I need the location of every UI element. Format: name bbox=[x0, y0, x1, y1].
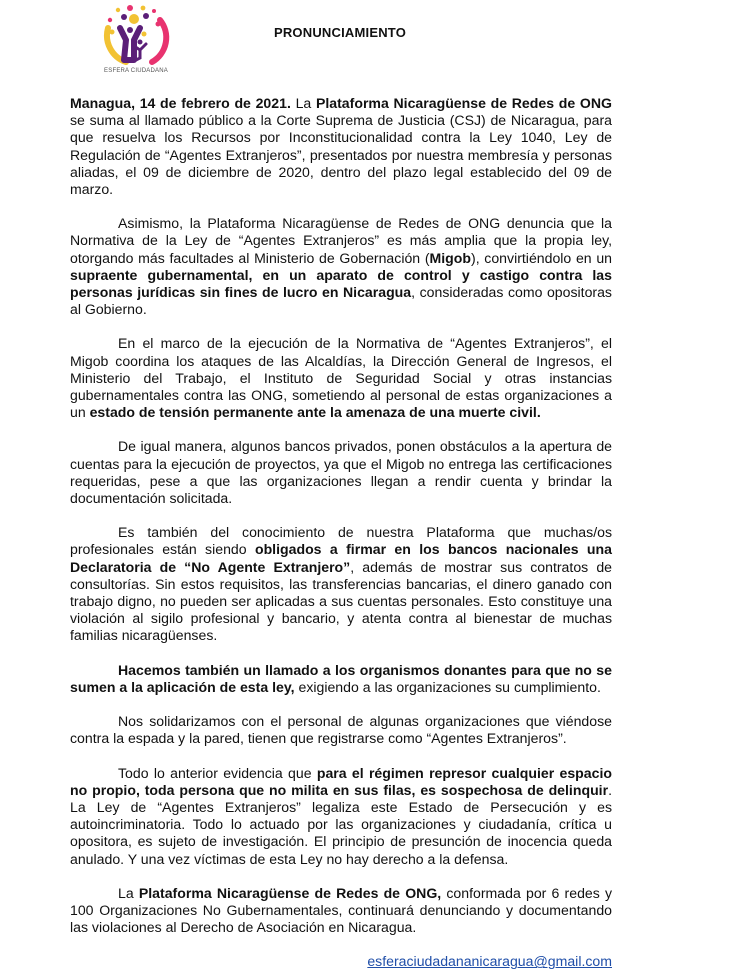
document-body bbox=[70, 95, 612, 971]
text-run: Asimismo, la Plataforma Nicaragüense de Redes de ONG denuncia que la Normativa de la Ley de “Agentes Extranjeros” es más amplia que la propia ley, otorgando más facultades al Ministerio de Gobernación ( bbox=[70, 215, 612, 266]
bold-text: estado de tensión permanente ante la amenaza de una muerte civil. bbox=[89, 404, 541, 421]
text-run: . La Ley de “Agentes Extranjeros” legaliza este Estado de Persecución y es autoincriminatoria. Todo lo actuado por las organizaciones y ciudadanía, crítica u opositora, es sujeto de investigación. El principio de presunción de inocencia queda anulado. Y una vez víctimas de esta Ley no hay derecho a la defensa. bbox=[70, 781, 612, 867]
text-run: En el marco de la ejecución de la Normativa de “Agentes Extranjeros”, el Migob coordina los ataques de las Alcaldías, la Dirección General de Ingresos, el Ministerio del Trabajo, el Instituto de Seguridad Social y otras instancias gubernamentales contra las ONG, sometiendo al personal de estas organizaciones a un bbox=[70, 335, 612, 421]
bold-text: obligados a firmar en los bancos nacionales una Declaratoria de “No Agente Extranjero” bbox=[70, 541, 612, 575]
bold-text: Managua, 14 de febrero de 2021. bbox=[70, 95, 291, 111]
document-title: PRONUNCIAMIENTO bbox=[273, 25, 407, 40]
text-run: , además de mostrar sus contratos de consultorías. Sin estos requisitos, las transferencias bancarias, el dinero ganado con trabajo digno, no pueden ser aplicadas a sus cuentas personales. Esto constituye una violación al sigilo profesional y bancario, y atenta contra al bienestar de muchas familias nicaragüenses. bbox=[70, 558, 612, 644]
text-run: La bbox=[290, 95, 316, 111]
logo-figures-icon bbox=[96, 2, 176, 68]
paragraph bbox=[70, 765, 612, 868]
email-row bbox=[70, 953, 612, 970]
esfera-ciudadana-logo bbox=[96, 2, 176, 78]
bold-text: Plataforma Nicaragüense de Redes de ONG bbox=[315, 95, 612, 111]
paragraph bbox=[70, 524, 612, 644]
text-run: ), convirtiéndolo en un bbox=[471, 249, 612, 266]
paragraph bbox=[70, 662, 612, 696]
paragraph bbox=[70, 885, 612, 937]
bold-text: Migob bbox=[429, 249, 471, 266]
paragraph-list bbox=[70, 95, 612, 936]
email-link[interactable]: esferaciudadananicaragua@gmail.com bbox=[367, 953, 612, 970]
text-run: Es también del conocimiento de nuestra Plataforma que muchas/os profesionales están siendo bbox=[70, 524, 612, 558]
text-run: , consideradas como opositoras al Gobierno. bbox=[70, 284, 612, 318]
paragraph bbox=[70, 713, 612, 747]
text-run: Nos solidarizamos con el personal de algunas organizaciones que viéndose contra la espada y la pared, tienen que registrarse como “Agentes Extranjeros”. bbox=[70, 713, 612, 747]
text-run: De igual manera, algunos bancos privados, ponen obstáculos a la apertura de cuentas para la ejecución de proyectos, ya que el Migob no entrega las certificaciones requeridas, pese a que las organizaciones llegan a rendir cuenta y brindar la documentación solicitada. bbox=[70, 438, 612, 507]
text-run: exigiendo a las organizaciones su cumplimiento. bbox=[294, 678, 601, 695]
logo-text: ESFERA CIUDADANA bbox=[104, 68, 168, 74]
bold-text: para el régimen represor cualquier espacio no propio, toda persona que no milita en sus filas, es sospechosa de delinquir bbox=[70, 764, 612, 798]
text-run: La bbox=[118, 884, 139, 901]
text-run: Todo lo anterior evidencia que bbox=[118, 764, 317, 781]
text-run: se suma al llamado público a la Corte Suprema de Justicia (CSJ) de Nicaragua, para que resuelva los Recursos por Inconstitucionalidad contra la Ley 1040, Ley de Regulación de “Agentes Extranjeros”, presentados por nuestra membresía y personas aliadas, el 09 de diciembre de 2020, dentro del plazo legal establecido del 09 de marzo. bbox=[70, 112, 612, 198]
bold-text: Hacemos también un llamado a los organismos donantes para que no se sumen a la aplicación de esta ley, bbox=[70, 661, 612, 695]
paragraph bbox=[70, 95, 612, 198]
bold-text: supraente gubernamental, en un aparato de control y castigo contra las personas jurídicas sin fines de lucro en Nicaragua bbox=[70, 266, 612, 301]
text-run: conformada por 6 redes y 100 Organizaciones No Gubernamentales, continuará denunciando y documentando las violaciones al Derecho de Asociación en Nicaragua. bbox=[70, 884, 613, 936]
bold-text: Plataforma Nicaragüense de Redes de ONG, bbox=[138, 884, 442, 901]
paragraph bbox=[70, 215, 612, 318]
paragraph bbox=[70, 438, 612, 507]
paragraph bbox=[70, 335, 612, 421]
